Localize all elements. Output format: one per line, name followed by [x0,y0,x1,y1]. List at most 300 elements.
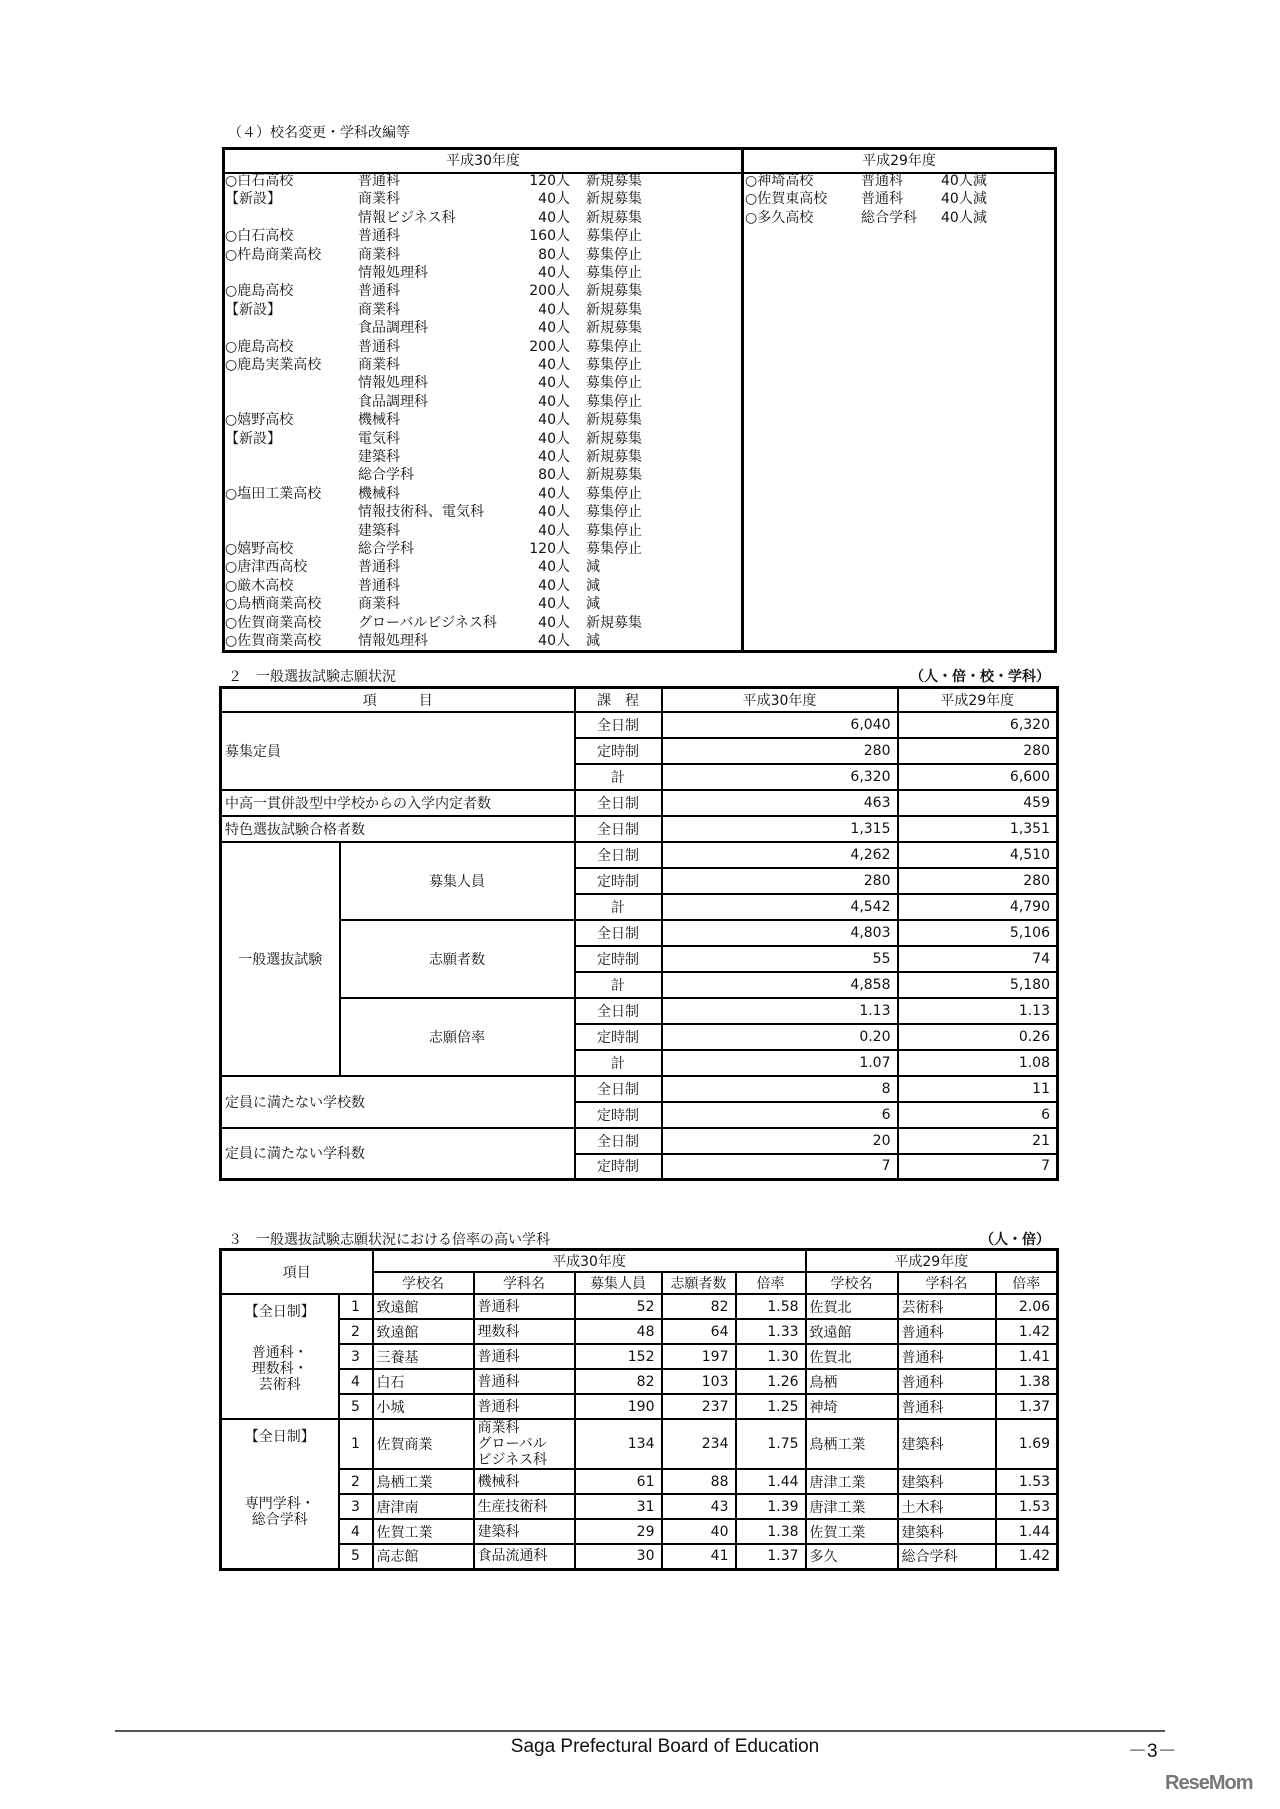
school-name: 白石 [373,1369,474,1394]
table-row [221,1544,1058,1569]
school-name: ○鳥栖商業高校 [225,596,322,613]
h29-ratio: 2.06 [996,1294,1058,1319]
h30-value: 4,803 [662,920,898,946]
capacity: 52 [575,1294,662,1319]
h30-value: 463 [662,790,898,816]
h30-value: 6,320 [662,764,898,790]
department: 商業科 [358,246,400,263]
change-row [225,319,741,337]
school-name: ○塩田工業高校 [225,485,322,502]
department: 情報処理科 [358,633,428,649]
h29-value: 1.08 [898,1050,1058,1076]
capacity: 120人 [529,541,570,557]
application-status-table [219,686,1059,1181]
change-row [225,264,741,282]
table-row [221,1076,1058,1102]
subitem-label: 募集人員 [340,842,575,920]
course: 計 [575,894,662,920]
department: 情報処理科 [358,375,428,392]
department: 商業科 [358,357,400,373]
ratio: 1.75 [736,1419,806,1469]
applicants: 43 [662,1494,736,1519]
department: 情報処理科 [358,265,428,281]
school-name: 高志館 [373,1544,474,1569]
change-row [225,411,741,429]
change-row [225,246,741,264]
school-name: ○杵島商業高校 [225,246,322,263]
subitem-label: 志願倍率 [340,998,575,1076]
capacity: 40人 [538,522,570,539]
capacity: 40人 [538,357,570,373]
department: 普通科 [474,1394,575,1419]
table-row [221,1469,1058,1494]
rank: 4 [339,1519,373,1544]
school-name: 【新設】 [225,301,281,318]
table-row [221,1319,1058,1344]
h30-value: 1.07 [662,1050,898,1076]
change-row [225,577,741,595]
table-row [221,1394,1058,1419]
item-label: 特色選抜試験合格者数 [221,816,575,842]
h29-header: 平成29年度 [898,688,1058,712]
h29-value: 1,351 [898,816,1058,842]
course: 定時制 [575,1154,662,1180]
h29-department: 芸術科 [898,1294,996,1319]
school-changes-table [222,147,1057,653]
status: 新規募集 [586,173,642,189]
department: 機械科 [358,485,400,502]
school-name: ○厳木高校 [225,577,294,594]
capacity: 40人 [538,633,570,649]
course-header: 課 程 [575,688,662,712]
rank: 2 [339,1469,373,1494]
h30-header: 平成30年度 [662,688,898,712]
status: 募集停止 [586,357,642,373]
course: 全日制 [575,998,662,1024]
h29-header: 平成29年度 [744,150,1054,174]
course: 定時制 [575,1102,662,1128]
department: 普通科 [358,559,400,576]
h29-school-name: 致遠館 [806,1319,898,1344]
h30-value: 8 [662,1076,898,1102]
school-name: 【新設】 [225,191,281,208]
change: 40人減 [941,173,987,189]
department: 商業科 グローバル ビジネス科 [474,1419,575,1469]
department: 電気科 [358,430,400,447]
h29-value: 5,106 [898,920,1058,946]
ratio: 1.38 [736,1519,806,1544]
status: 募集停止 [586,228,642,245]
capacity: 48 [575,1319,662,1344]
change-row [225,503,741,521]
school-name: ○鹿島高校 [225,338,294,355]
status: 新規募集 [586,209,642,226]
footer-rule [115,1730,1165,1732]
change-row [225,540,741,558]
capacity: 40人 [538,485,570,502]
h29-value: 6,600 [898,764,1058,790]
h30-value: 6 [662,1102,898,1128]
status: 新規募集 [586,467,642,484]
department: 生産技術科 [474,1494,575,1519]
h30-header: 平成30年度 [373,1250,806,1273]
h29-ratio: 1.44 [996,1519,1058,1544]
change-row [745,172,1045,190]
school-name: ○白石高校 [225,228,294,245]
footer-organization: Saga Prefectural Board of Education [510,1736,820,1757]
change-row [225,338,741,356]
capacity: 40人 [538,614,570,631]
item-label: 募集定員 [221,712,575,790]
h29-department: 総合学科 [898,1544,996,1569]
capacity: 200人 [529,338,570,355]
capacity: 40人 [538,430,570,447]
course: 全日制 [575,712,662,738]
item-label: 一般選抜試験 [221,842,340,1076]
ratio: 1.33 [736,1319,806,1344]
department: 商業科 [358,191,400,208]
capacity: 31 [575,1494,662,1519]
status: 新規募集 [586,283,642,300]
capacity: 40人 [538,375,570,392]
capacity: 40人 [538,596,570,613]
capacity: 40人 [538,209,570,226]
section4-title: （４）校名変更・学科改編等 [228,125,410,141]
table-row [221,1519,1058,1544]
rank: 4 [339,1369,373,1394]
h30-header: 平成30年度 [225,150,741,174]
status: 募集停止 [586,393,642,410]
h30-value: 55 [662,946,898,972]
school-name: ○鹿島実業高校 [225,357,322,373]
h30-value: 4,262 [662,842,898,868]
section2-title: ２ 一般選抜試験志願状況 [228,669,396,685]
h29-value: 6,320 [898,712,1058,738]
h30-value: 4,542 [662,894,898,920]
category-tag: 【全日制】 [244,1304,315,1320]
status: 募集停止 [586,265,642,281]
h29-value: 459 [898,790,1058,816]
school-name: 鳥栖工業 [373,1469,474,1494]
change-row [225,558,741,576]
table-row [221,816,1058,842]
department: 普通科 [861,191,903,208]
course: 全日制 [575,1076,662,1102]
table-row [221,712,1058,738]
department: 総合学科 [358,541,414,557]
course: 全日制 [575,1128,662,1154]
status: 減 [586,633,600,649]
h29-ratio: 1.42 [996,1319,1058,1344]
school-name: ○佐賀商業高校 [225,614,322,631]
department: 普通科 [474,1369,575,1394]
h29-value: 5,180 [898,972,1058,998]
h29-department: 建築科 [898,1419,996,1469]
school-name: ○佐賀商業高校 [225,633,322,649]
department: 機械科 [358,412,400,429]
status: 募集停止 [586,541,642,557]
course: 全日制 [575,842,662,868]
ratio: 1.37 [736,1544,806,1569]
ratio: 1.30 [736,1344,806,1369]
capacity: 30 [575,1544,662,1569]
capacity: 40人 [538,320,570,337]
ratio: 1.39 [736,1494,806,1519]
rank: 1 [339,1294,373,1319]
rank: 1 [339,1419,373,1469]
department: 建築科 [358,449,400,465]
department: 普通科 [358,338,400,355]
change-row [225,448,741,466]
department: 普通科 [358,228,400,245]
department: 機械科 [474,1469,575,1494]
item-header: 項目 [221,1250,373,1295]
course: 全日制 [575,920,662,946]
column-header: 志願者数 [662,1272,736,1294]
h29-ratio: 1.37 [996,1394,1058,1419]
school-name: ○鹿島高校 [225,283,294,300]
change-row [225,595,741,613]
change-row [225,430,741,448]
h29-value: 280 [898,868,1058,894]
school-name: ○嬉野高校 [225,412,294,429]
section3-title: ３ 一般選抜試験志願状況における倍率の高い学科 [228,1232,550,1248]
status: 新規募集 [586,301,642,318]
change-row [225,614,741,632]
h30-value: 20 [662,1128,898,1154]
capacity: 134 [575,1419,662,1469]
department: 総合学科 [861,209,917,226]
table-row [221,920,1058,946]
change-row [225,172,741,190]
status: 募集停止 [586,375,642,392]
table-row [221,998,1058,1024]
h29-school-name: 神埼 [806,1394,898,1419]
category-cell [221,1294,339,1419]
course: 定時制 [575,946,662,972]
applicants: 103 [662,1369,736,1394]
school-name: 佐賀商業 [373,1419,474,1469]
resemom-logo: ReseMom [1165,1772,1253,1794]
change-row [225,282,741,300]
h30-value: 4,858 [662,972,898,998]
h29-ratio: 1.53 [996,1494,1058,1519]
status: 募集停止 [586,338,642,355]
status: 新規募集 [586,412,642,429]
capacity: 160人 [529,228,570,245]
h29-department: 普通科 [898,1319,996,1344]
applicants: 197 [662,1344,736,1369]
department: 普通科 [358,173,400,189]
status: 減 [586,596,600,613]
course: 計 [575,972,662,998]
department: 理数科 [474,1319,575,1344]
h29-header: 平成29年度 [806,1250,1058,1273]
column-header: 学科名 [474,1272,575,1294]
school-name: ○白石高校 [225,173,294,189]
department: 食品調理科 [358,393,428,410]
h29-school-name: 佐賀工業 [806,1519,898,1544]
department: 食品流通科 [474,1544,575,1569]
school-name: ○佐賀東高校 [745,191,828,208]
h29-school-name: 佐賀北 [806,1344,898,1369]
h29-value: 1.13 [898,998,1058,1024]
status: 減 [586,559,600,576]
course: 計 [575,764,662,790]
capacity: 40人 [538,301,570,318]
h29-ratio: 1.53 [996,1469,1058,1494]
school-name: 致遠館 [373,1319,474,1344]
category-label: 普通科・ 理数科・ 芸術科 [251,1345,308,1393]
change-row [225,466,741,484]
school-name: 三養基 [373,1344,474,1369]
course: 定時制 [575,1024,662,1050]
rank: 3 [339,1344,373,1369]
course: 定時制 [575,738,662,764]
department: 普通科 [358,577,400,594]
school-name: 【新設】 [225,430,281,447]
capacity: 120人 [529,173,570,189]
status: 新規募集 [586,430,642,447]
h29-value: 21 [898,1128,1058,1154]
h29-department: 普通科 [898,1344,996,1369]
school-name: 佐賀工業 [373,1519,474,1544]
capacity: 190 [575,1394,662,1419]
department: 普通科 [474,1294,575,1319]
status: 減 [586,577,600,594]
h29-school-name: 鳥栖 [806,1369,898,1394]
school-name: ○神埼高校 [745,173,814,189]
school-name: 小城 [373,1394,474,1419]
department: 情報ビジネス科 [358,209,456,226]
h29-department: 普通科 [898,1369,996,1394]
h29-value: 74 [898,946,1058,972]
department: 普通科 [861,173,903,189]
table-row [221,1419,1058,1469]
applicants: 88 [662,1469,736,1494]
status: 新規募集 [586,191,642,208]
change-row [745,190,1045,208]
h29-school-name: 唐津工業 [806,1469,898,1494]
h29-value: 7 [898,1154,1058,1180]
h29-ratio: 1.42 [996,1544,1058,1569]
capacity: 40人 [538,412,570,429]
category-label: 専門学科・ 総合学科 [244,1496,315,1528]
column-header: 学校名 [806,1272,898,1294]
status: 新規募集 [586,320,642,337]
h30-value: 7 [662,1154,898,1180]
h30-value: 1.13 [662,998,898,1024]
change-row [225,374,741,392]
department: 総合学科 [358,467,414,484]
capacity: 80人 [538,467,570,484]
capacity: 40人 [538,504,570,521]
ratio: 1.26 [736,1369,806,1394]
applicants: 234 [662,1419,736,1469]
column-header: 募集人員 [575,1272,662,1294]
course: 計 [575,1050,662,1076]
applicants: 40 [662,1519,736,1544]
h30-value: 280 [662,868,898,894]
column-header: 倍率 [996,1272,1058,1294]
school-name: 致遠館 [373,1294,474,1319]
school-name: 唐津南 [373,1494,474,1519]
rank: 5 [339,1544,373,1569]
ratio: 1.25 [736,1394,806,1419]
item-label: 定員に満たない学科数 [221,1128,575,1180]
h29-ratio: 1.38 [996,1369,1058,1394]
change-row [225,301,741,319]
rank: 2 [339,1319,373,1344]
department: グローバルビジネス科 [358,614,497,631]
column-header: 学校名 [373,1272,474,1294]
status: 募集停止 [586,485,642,502]
h29-ratio: 1.69 [996,1419,1058,1469]
change-row [225,227,741,245]
capacity: 40人 [538,577,570,594]
table-row [221,1494,1058,1519]
course: 全日制 [575,816,662,842]
capacity: 152 [575,1344,662,1369]
department: 建築科 [358,522,400,539]
change: 40人減 [941,191,987,208]
table-row [221,1128,1058,1154]
h29-department: 土木科 [898,1494,996,1519]
capacity: 80人 [538,246,570,263]
category-cell [221,1419,339,1569]
status: 募集停止 [586,504,642,521]
department: 商業科 [358,301,400,318]
capacity: 40人 [538,393,570,410]
h29-value: 6 [898,1102,1058,1128]
table-row [221,790,1058,816]
capacity: 29 [575,1519,662,1544]
ratio: 1.58 [736,1294,806,1319]
change-row [225,632,741,650]
school-name: ○嬉野高校 [225,541,294,557]
high-ratio-departments-table [219,1248,1059,1571]
table-row [221,842,1058,868]
capacity: 40人 [538,191,570,208]
school-name: ○唐津西高校 [225,559,308,576]
table-row [221,1344,1058,1369]
capacity: 82 [575,1369,662,1394]
h29-value: 280 [898,738,1058,764]
status: 新規募集 [586,449,642,465]
column-header: 倍率 [736,1272,806,1294]
h30-value: 6,040 [662,712,898,738]
status: 新規募集 [586,614,642,631]
school-name: ○多久高校 [745,209,814,226]
column-divider [741,150,744,650]
course: 全日制 [575,790,662,816]
applicants: 237 [662,1394,736,1419]
h29-department: 建築科 [898,1469,996,1494]
item-label: 中高一貫併設型中学校からの入学内定者数 [221,790,575,816]
change-row [225,393,741,411]
section2-unit: （人・倍・校・学科） [910,669,1050,685]
subitem-label: 志願者数 [340,920,575,998]
table-row [221,1294,1058,1319]
h29-ratio: 1.41 [996,1344,1058,1369]
h29-value: 11 [898,1076,1058,1102]
applicants: 64 [662,1319,736,1344]
department: 情報技術科、電気科 [358,504,484,521]
change-row [225,485,741,503]
column-header: 学科名 [898,1272,996,1294]
item-label: 定員に満たない学校数 [221,1076,575,1128]
rank: 5 [339,1394,373,1419]
